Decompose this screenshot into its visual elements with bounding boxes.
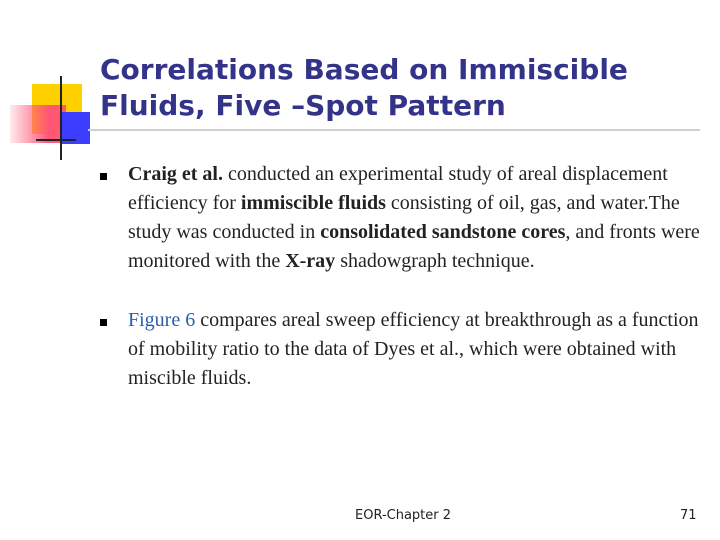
footer-page-number: 71 <box>680 508 697 523</box>
bullet-text-run: immiscible fluids <box>240 192 386 214</box>
logo-red-bar <box>10 105 66 143</box>
logo-vertical-line <box>60 76 62 160</box>
bullet-text-run: conducted an experimental study of areal displacement efficiency for <box>128 163 668 214</box>
bullet-text-run: shadowgraph technique. <box>335 250 535 272</box>
bullet-text-run: compares areal sweep efficiency at breakthrough as a function of mobility ratio to the data of Dyes et al., which were obtained with miscible fluids. <box>128 309 699 389</box>
footer-chapter-label: EOR-Chapter 2 <box>355 508 452 523</box>
bullet-text-run: consisting of oil, gas, and water.The study was conducted in <box>128 192 680 243</box>
bullet-text-run: Craig et al. <box>128 163 223 185</box>
bullet-square-icon <box>100 173 107 180</box>
title-underline-rule <box>88 129 700 131</box>
bullet-square-icon <box>100 319 107 326</box>
figure-link[interactable]: Figure 6 <box>128 309 196 331</box>
slide-title: Correlations Based on Immiscible Fluids, Five –Spot Pattern <box>100 53 628 122</box>
logo-horizontal-line <box>36 139 76 141</box>
bullet-text-run: , and fronts were monitored with the <box>128 221 700 272</box>
bullet-item <box>100 306 710 393</box>
bullet-list <box>100 160 710 393</box>
bullet-text-run: X-ray <box>285 250 336 272</box>
bullet-text-run: consolidated sandstone cores <box>320 221 566 243</box>
bullet-item <box>100 160 710 276</box>
